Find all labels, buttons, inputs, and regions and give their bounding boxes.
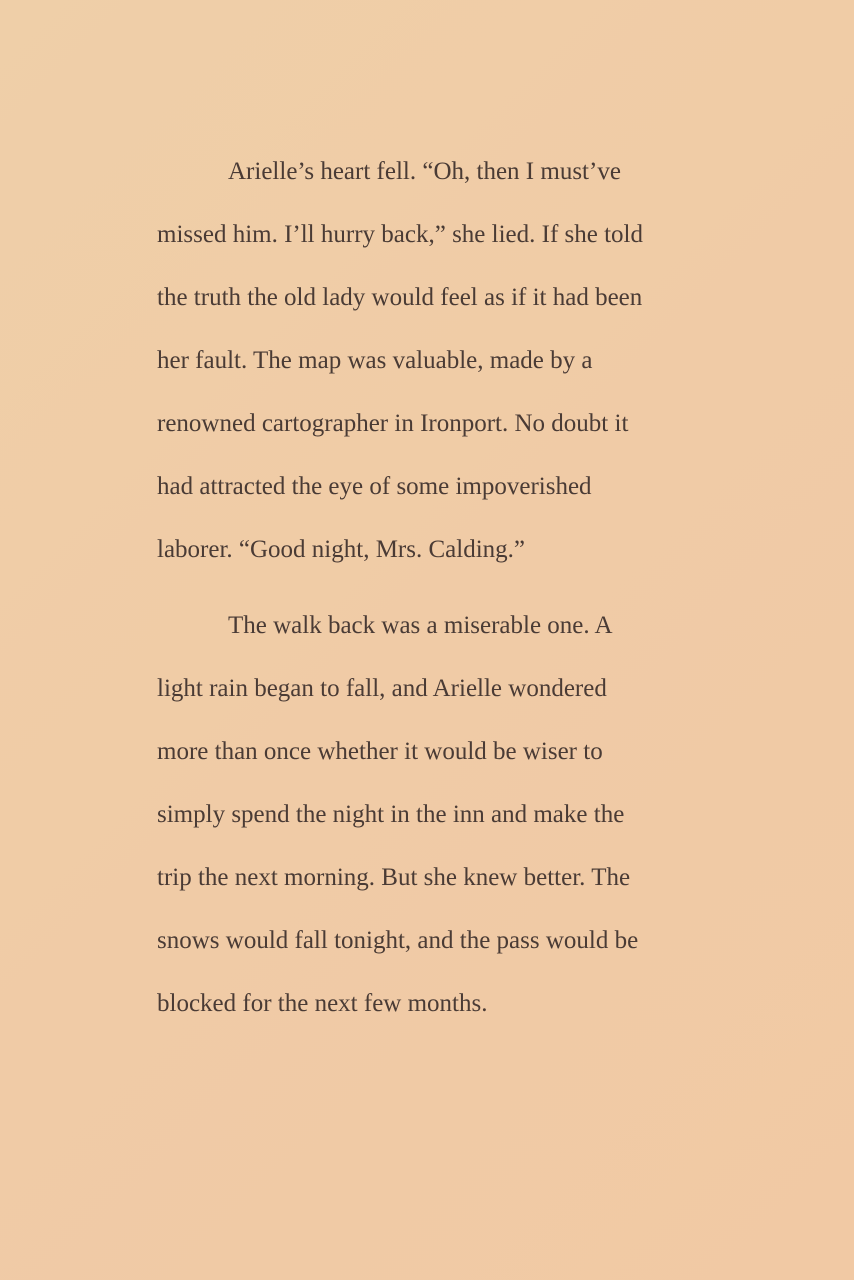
- text-line: blocked for the next few months.: [157, 990, 488, 1017]
- paragraph-2: [157, 594, 697, 1035]
- text-line: had attracted the eye of some impoverished: [157, 473, 592, 500]
- text-line: renowned cartographer in Ironport. No doubt it: [157, 410, 629, 437]
- text-line: laborer. “Good night, Mrs. Calding.”: [157, 536, 525, 563]
- text-line: light rain began to fall, and Arielle wondered: [157, 675, 607, 702]
- text-line: trip the next morning. But she knew better. The: [157, 864, 631, 891]
- text-line: snows would fall tonight, and the pass would be: [157, 927, 639, 954]
- text-line: missed him. I’ll hurry back,” she lied. If she told: [157, 221, 643, 248]
- text-line: Arielle’s heart fell. “Oh, then I must’ve: [228, 158, 621, 185]
- text-line: more than once whether it would be wiser to: [157, 738, 603, 765]
- paragraph-spacer: [157, 581, 697, 594]
- text-line: The walk back was a miserable one. A: [228, 612, 613, 639]
- page-text: [157, 140, 697, 1035]
- paragraph-1: [157, 140, 697, 581]
- text-line: simply spend the night in the inn and make the: [157, 801, 625, 828]
- text-line: the truth the old lady would feel as if it had been: [157, 284, 643, 311]
- text-line: her fault. The map was valuable, made by a: [157, 347, 593, 374]
